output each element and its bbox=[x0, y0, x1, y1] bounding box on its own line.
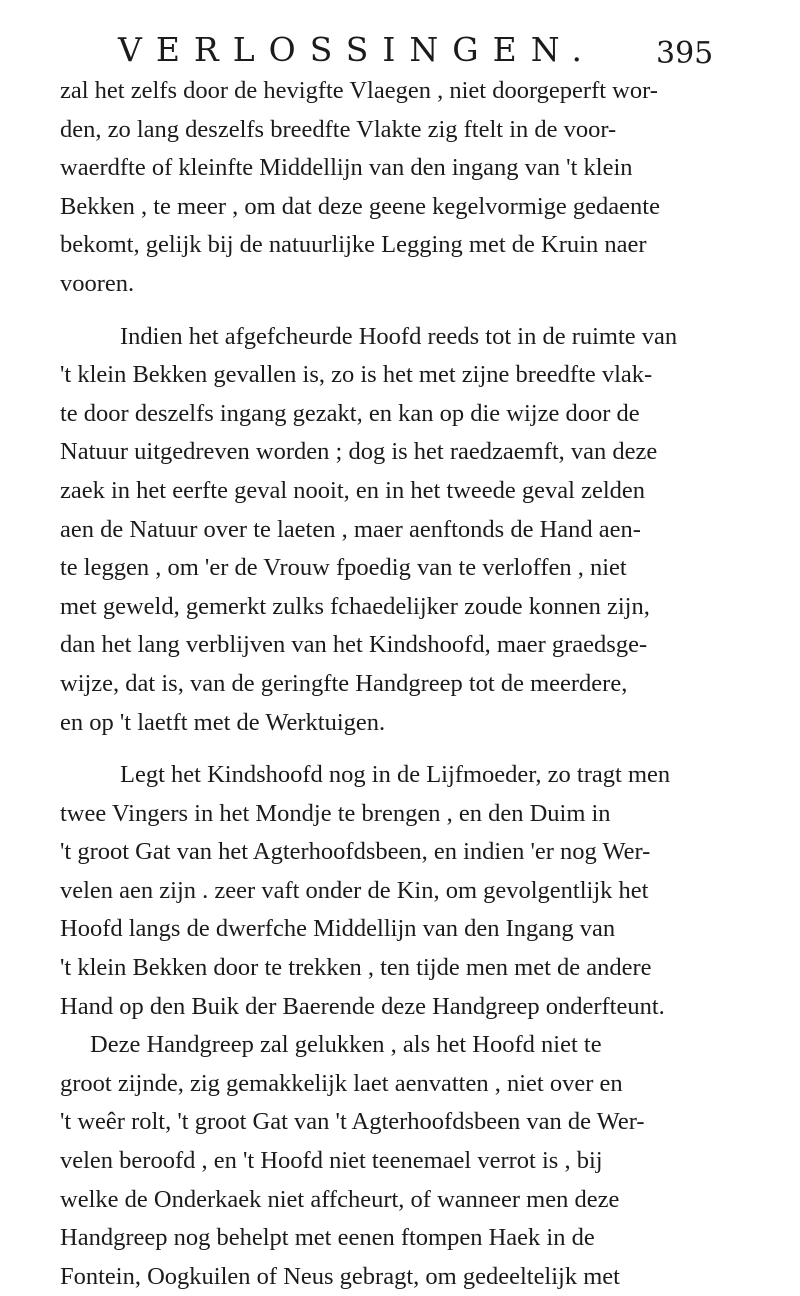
text-line: 't klein Bekken gevallen is, zo is het met zijne breedfte vlak- bbox=[60, 361, 653, 389]
text-line: welke de Onderkaek niet affcheurt, of wanneer men deze bbox=[60, 1185, 620, 1213]
page-header bbox=[0, 30, 800, 70]
paragraph-1 bbox=[60, 72, 778, 304]
text-line: en op 't laetft met de Werktuigen. bbox=[60, 708, 386, 736]
text-line: waerdfte of kleinfte Middellijn van den ingang van 't klein bbox=[60, 154, 633, 182]
text-line: Fontein, Oogkuilen of Neus gebragt, om gedeeltelijk met bbox=[60, 1262, 620, 1290]
text-line: Hand op den Buik der Baerende deze Handgreep onderfteunt. bbox=[60, 992, 665, 1020]
text-line: met geweld, gemerkt zulks fchaedelijker zoude konnen zijn, bbox=[60, 592, 650, 620]
body-text bbox=[60, 72, 778, 1296]
text-line: te door deszelfs ingang gezakt, en kan op die wijze door de bbox=[60, 399, 640, 427]
paragraph-2 bbox=[60, 318, 778, 743]
paragraph-3 bbox=[60, 756, 778, 1026]
text-line: 't weêr rolt, 't groot Gat van 't Agterhoofdsbeen van de Wer- bbox=[60, 1108, 645, 1136]
text-line: twee Vingers in het Mondje te brengen , en den Duim in bbox=[60, 799, 611, 827]
text-line: te leggen , om 'er de Vrouw fpoedig van te verloffen , niet bbox=[60, 554, 627, 582]
text-line: zal het zelfs door de hevigfte Vlaegen , niet doorgeperft wor- bbox=[60, 77, 658, 104]
text-line: Bekken , te meer , om dat deze geene kegelvormige gedaente bbox=[60, 192, 660, 220]
text-line: bekomt, gelijk bij de natuurlijke Legging met de Kruin naer bbox=[60, 231, 647, 259]
paragraph-4 bbox=[60, 1026, 778, 1296]
text-line: wijze, dat is, van de geringfte Handgreep tot de meerdere, bbox=[60, 669, 628, 697]
text-line: Legt het Kindshoofd nog in de Lijfmoeder, zo tragt men bbox=[120, 761, 671, 789]
text-line: velen beroofd , en 't Hoofd niet teenemael verrot is , bij bbox=[60, 1147, 603, 1175]
text-line: groot zijnde, zig gemakkelijk laet aenvatten , niet over en bbox=[60, 1069, 623, 1097]
text-line: velen aen zijn . zeer vaft onder de Kin, om gevolgentlijk het bbox=[60, 876, 649, 904]
text-line: vooren. bbox=[60, 269, 135, 297]
text-line: Indien het afgefcheurde Hoofd reeds tot in de ruimte van bbox=[120, 322, 678, 350]
text-line: 't groot Gat van het Agterhoofdsbeen, en indien 'er nog Wer- bbox=[60, 838, 651, 866]
text-line: dan het lang verblijven van het Kindshoofd, maer graedsge- bbox=[60, 631, 648, 659]
running-title: VERLOSSINGEN. bbox=[118, 30, 596, 69]
text-line: aen de Natuur over te laeten , maer aenftonds de Hand aen- bbox=[60, 515, 641, 543]
text-line: Handgreep nog behelpt met eenen ftompen Haek in de bbox=[60, 1224, 595, 1252]
text-line: den, zo lang deszelfs breedfte Vlakte zig ftelt in de voor- bbox=[60, 115, 617, 143]
page-number: 395 bbox=[656, 36, 714, 71]
text-line: 't klein Bekken door te trekken , ten tijde men met de andere bbox=[60, 954, 652, 982]
text-line: Deze Handgreep zal gelukken , als het Hoofd niet te bbox=[90, 1031, 602, 1059]
text-line: zaek in het eerfte geval nooit, en in het tweede geval zelden bbox=[60, 476, 645, 504]
text-line: Natuur uitgedreven worden ; dog is het raedzaemft, van deze bbox=[60, 438, 658, 466]
text-line: Hoofd langs de dwerfche Middellijn van den Ingang van bbox=[60, 915, 616, 943]
